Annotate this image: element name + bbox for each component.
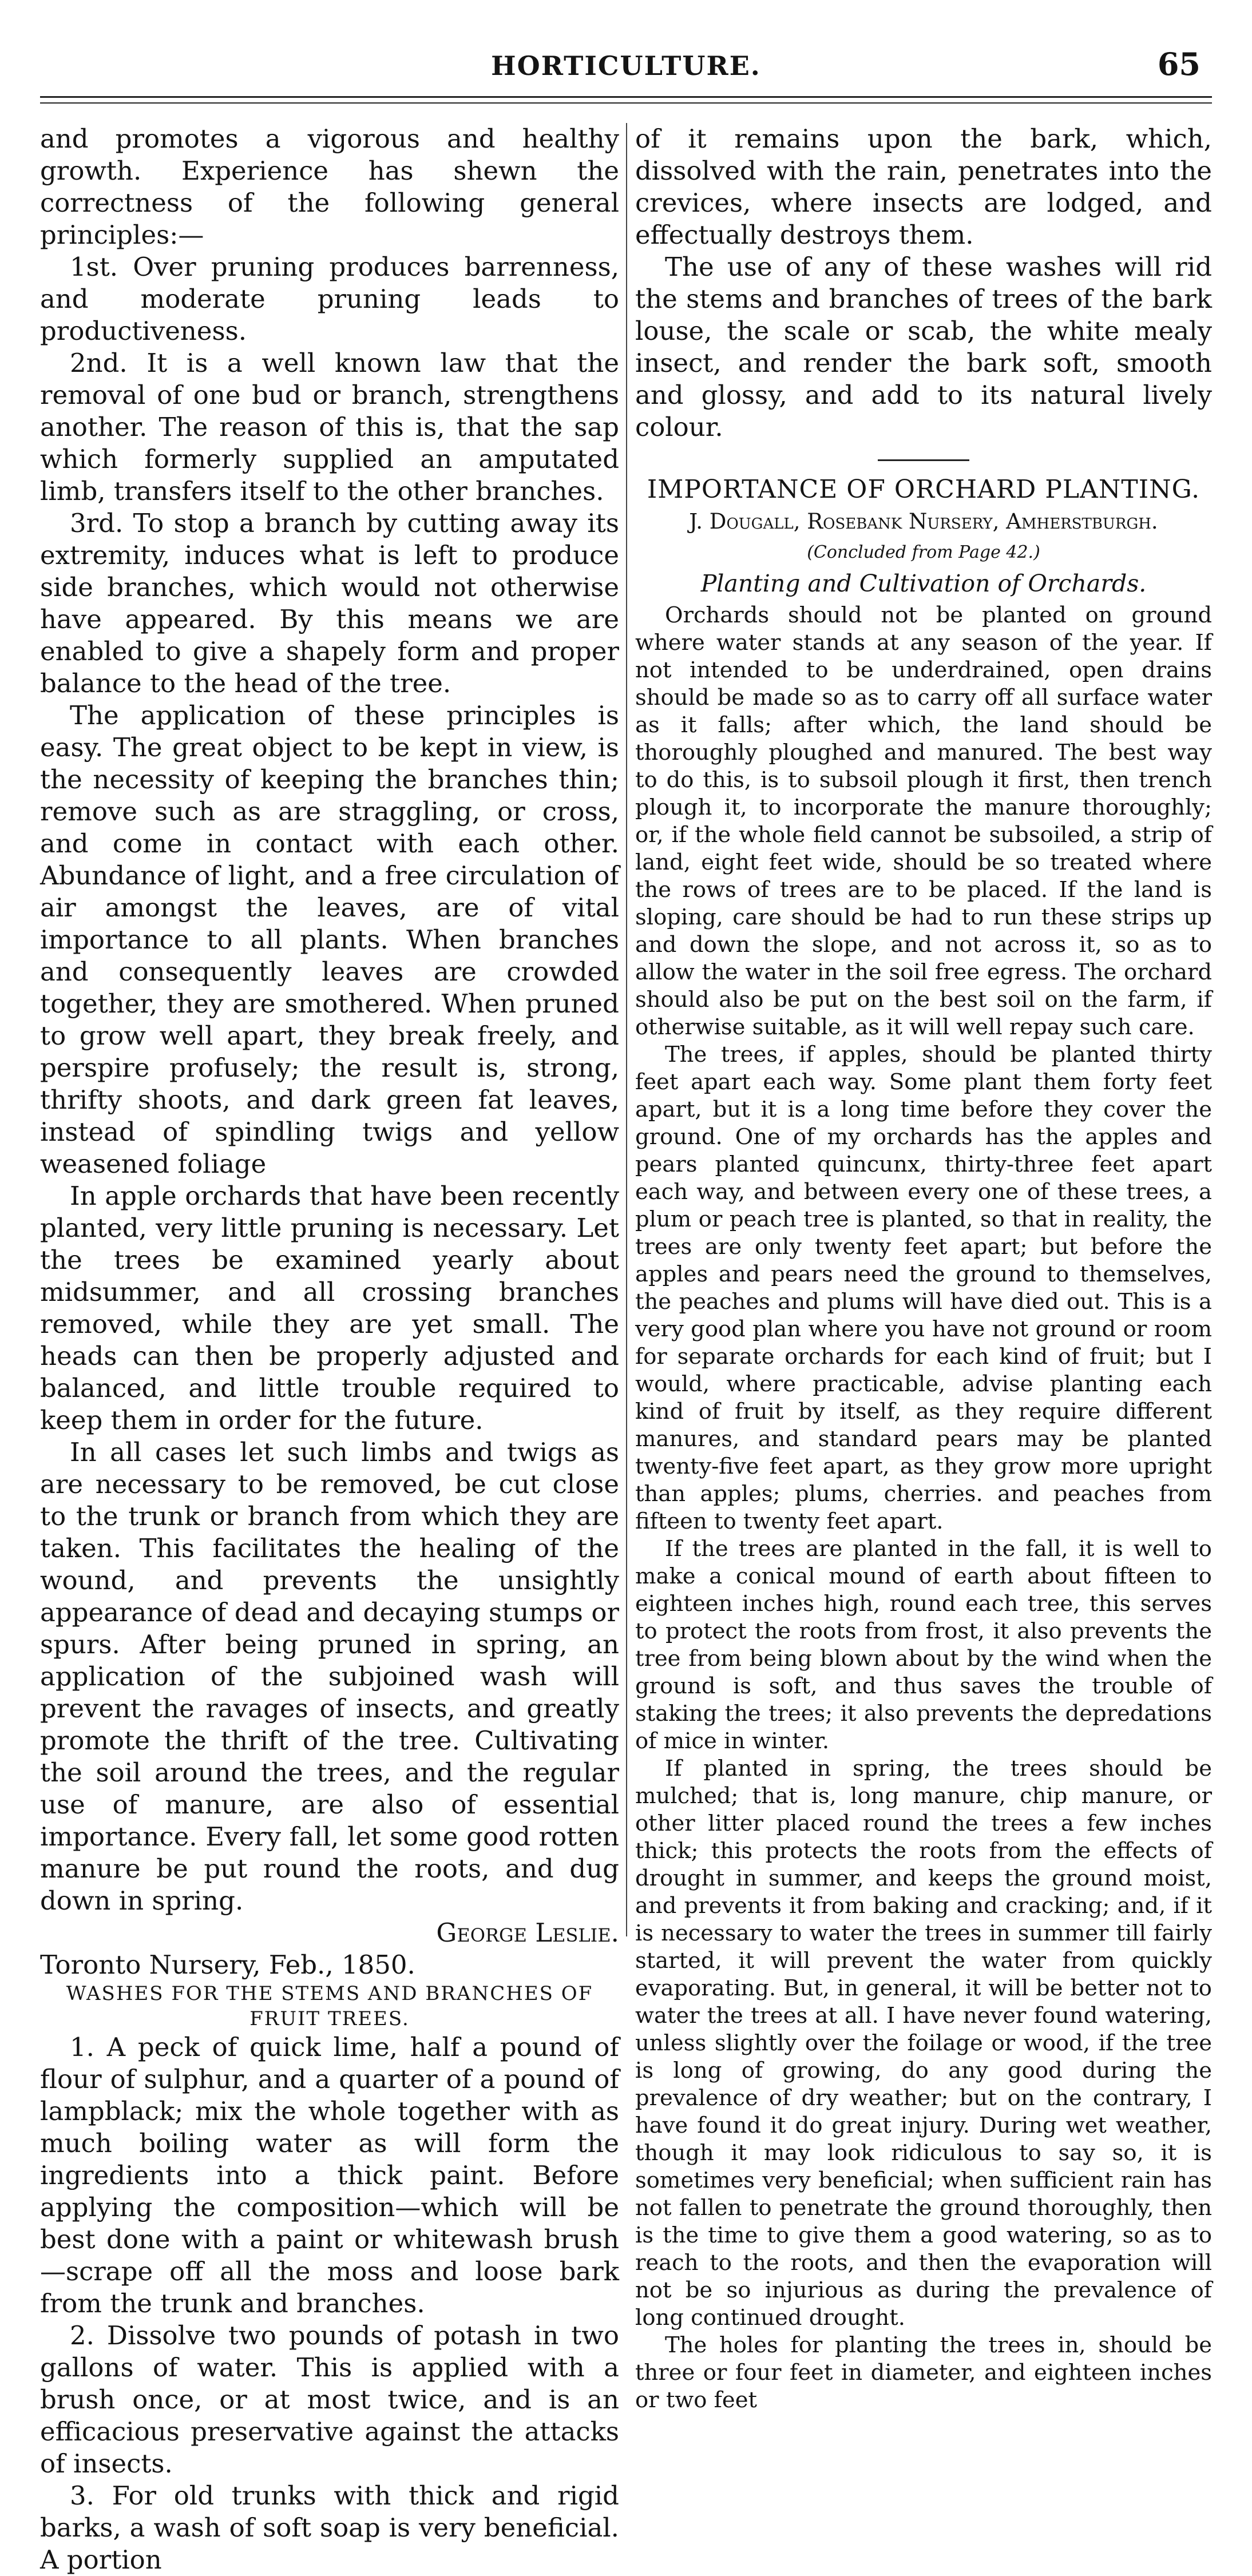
washes-heading: WASHES FOR THE STEMS AND BRANCHES OF FRUIT TREES. (66, 1982, 593, 2030)
paragraph: and promotes a vigorous and healthy growth. Experience has shewn the correctness of the following general principles:— (40, 124, 619, 250)
continuation-block (635, 123, 1212, 443)
concluded-note: (Concluded from Page 42.) (807, 542, 1040, 562)
paragraph: 3rd. To stop a branch by cutting away its extremity, induces what is left to produce side branches, which would not otherwise have appeared. By this means we are enabled to give a shapely form and proper balance to the head of the tree. (40, 508, 619, 698)
paragraph: If planted in spring, the trees should be mulched; that is, long manure, chip manure, or other litter placed round the trees a few inches thick; this protects the roots from the effects of drought in summer, and keeps the ground moist, and prevents it from baking and cracking; and, if it is necessary to water the trees in summer till fairly started, it will prevent the water from quickly evaporating. But, in general, it will be better not to water the trees at all. I have never found watering, unless slightly over the foilage or wood, if the tree is long of growing, do any good during the prevalence of dry weather; but on the contrary, I have found it do great injury. During wet weather, though it may look ridiculous to say so, it is sometimes very beneficial; when sufficient rain has not fallen to penetrate the ground thoroughly, then is the time to give them a good watering, so as to reach to the roots, and then the evaporation will not be so injurious as during the prevalence of long continued drought. (635, 1756, 1212, 2331)
paragraph: The use of any of these washes will rid the stems and branches of trees of the bark louse, the scale or scab, the white mealy insect, and render the bark soft, smooth and glossy, and add to its natural lively colour. (635, 252, 1212, 442)
paragraph: The application of these principles is easy. The great object to be kept in view, is the necessity of keeping the branches thin; remove such as are straggling, or cross, and come in contact with each other. Abundance of light, and a free circulation of air amongst the leaves, are of vital importance to all plants. When branches and consequently leaves are crowded together, they are smothered. When pruned to grow well apart, they break freely, and perspire profusely; the result is, strong, thrifty shoots, and dark green fat leaves, instead of spindling twigs and yellow weasened foliage (40, 700, 619, 1179)
paragraph: of it remains upon the bark, which, dissolved with the rain, penetrates into the crevices, where insects are lodged, and effectually destroys them. (635, 124, 1212, 250)
paragraph: 2. Dissolve two pounds of potash in two gallons of water. This is applied with a brush once, or at most twice, and is an efficacious preservative against the attacks of insects. (40, 2320, 619, 2479)
article-title: IMPORTANCE OF ORCHARD PLANTING. (647, 475, 1201, 504)
column-divider (626, 123, 627, 1936)
paragraph: In all cases let such limbs and twigs as are necessary to be removed, be cut close to the trunk or branch from which they are taken. This facilitates the healing of the wound, and prevents the unsightly appearance of dead and decaying stumps or spurs. After being pruned in spring, an application of the subjoined wash will prevent the ravages of insects, and greatly promote the thrift of the tree. Cultivating the soil around the trees, and the regular use of manure, are also of essential importance. Every fall, let some good rotten manure be put round the roots, and dug down in spring. (40, 1437, 619, 1916)
running-title: HORTICULTURE. (491, 50, 761, 81)
page-number: 65 (1157, 46, 1201, 82)
paragraph: 1. A peck of quick lime, half a pound of flour of sulphur, and a quarter of a pound of lampblack; mix the whole together with as much boiling water as will form the ingredients into a thick paint. Before applying the composition—which will be best done with a paint or whitewash brush —scrape off all the moss and loose bark from the trunk and branches. (40, 2032, 619, 2319)
paragraph: In apple orchards that have been recently planted, very little pruning is necessary. Let the trees be examined yearly about midsummer, and all crossing branches removed, while they are yet small. The heads can then be properly adjusted and balanced, and little trouble required to keep them in order for the future. (40, 1181, 619, 1435)
paragraph: Orchards should not be planted on ground where water stands at any season of the year. If not intended to be underdrained, open drains should be made so as to carry off all surface water as it falls; after which, the land should be thoroughly ploughed and manured. The best way to do this, is to subsoil plough it first, then trench plough it, to incorporate the manure thoroughly; or, if the whole field cannot be subsoiled, a strip of land, eight feet wide, should be so treated where the rows of trees are to be placed. If the land is sloping, care should be had to run these strips up and down the slope, and not across it, so as to allow the water in the soil free egress. The orchard should also be put on the best soil on the farm, if otherwise suitable, as it will well repay such care. (635, 602, 1212, 1040)
paragraph: The trees, if apples, should be planted thirty feet apart each way. Some plant them forty feet apart, but it is a long time before they cover the ground. One of my orchards has the apples and pears planted quincunx, thirty-three feet apart each way, and between every one of these trees, a plum or peach tree is planted, so that in reality, the trees are only twenty feet apart; but before the apples and pears need the ground to themselves, the peaches and plums will have died out. This is a very good plan where you have not ground or room for separate orchards for each kind of fruit; but I would, where practicable, advise planting each kind of fruit by itself, as they require different manures, and standard pears may be planted twenty-five feet apart, as they grow more upright than apples; plums, cherries. and peaches from fifteen to twenty feet apart. (635, 1042, 1212, 1534)
left-column (40, 123, 619, 2575)
page-header (40, 40, 1212, 92)
article-author: J. Dougall, Rosebank Nursery, Amherstburgh. (689, 509, 1158, 534)
header-rule (40, 96, 1212, 104)
right-column (635, 123, 1212, 2413)
paragraph: 1st. Over pruning produces barrenness, and moderate pruning leads to productiveness. (40, 252, 619, 346)
paragraph: The holes for planting the trees in, should be three or four feet in diameter, and eighteen inches or two feet (635, 2332, 1212, 2413)
paragraph: 3. For old trunks with thick and rigid barks, a wash of soft soap is very beneficial. A portion (40, 2480, 619, 2575)
article-subheading: Planting and Cultivation of Orchards. (700, 570, 1147, 597)
section-rule (878, 459, 969, 461)
paragraph: If the trees are planted in the fall, it is well to make a conical mound of earth about fifteen to eighteen inches high, round each tree, this serves to protect the roots from frost, it also prevents the tree from being blown about by the wind when the ground is soft, and thus saves the trouble of staking the trees; it also prevents the depredations of mice in winter. (635, 1536, 1212, 1754)
place-date: Toronto Nursery, Feb., 1850. (40, 1950, 415, 1980)
paragraph: 2nd. It is a well known law that the removal of one bud or branch, strengthens another. The reason of this is, that the sap which formerly supplied an amputated limb, transfers itself to the other branches. (40, 348, 619, 506)
signature: George Leslie. (436, 1918, 619, 1948)
